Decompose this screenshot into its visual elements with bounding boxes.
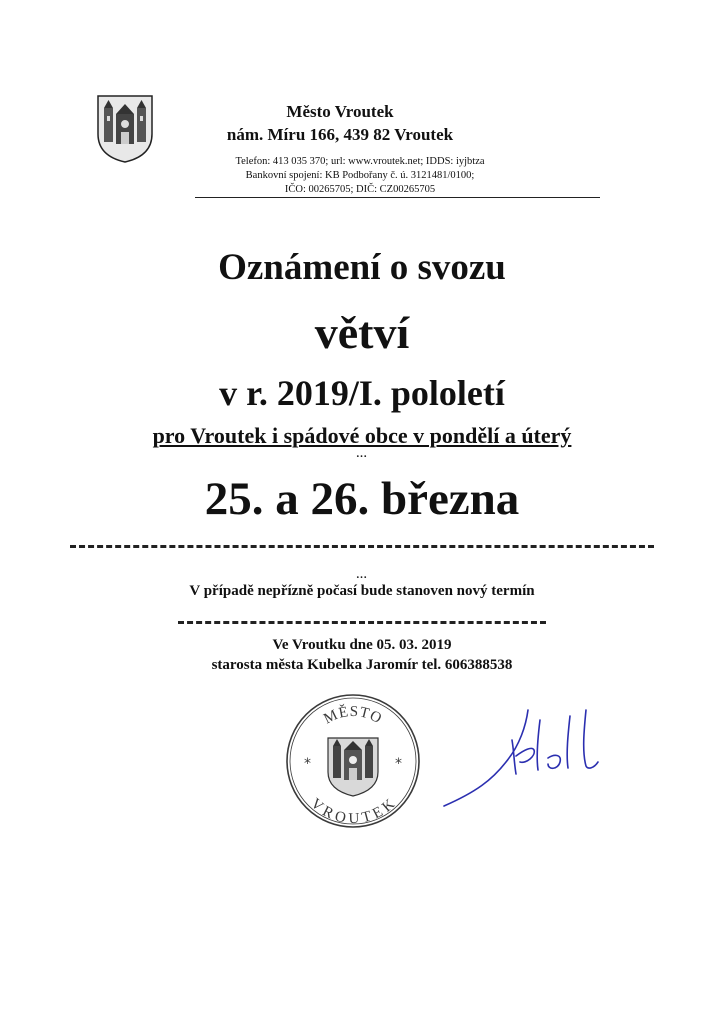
town-address: nám. Míru 166, 439 82 Vroutek (226, 125, 454, 144)
dashed-divider-short (178, 621, 546, 624)
notice-subject: větví (314, 307, 410, 358)
star-icon: * (304, 756, 311, 772)
signatory-line: starosta města Kubelka Jaromír tel. 606388538 (211, 657, 513, 673)
star-icon: * (395, 756, 402, 772)
stamp-top-text: MĚSTO (321, 703, 385, 728)
handwritten-signature (440, 700, 610, 810)
notice-title: Oznámení o svozu (218, 247, 506, 288)
dashed-divider (70, 545, 654, 548)
coat-of-arms-icon (96, 94, 154, 164)
notice-scope: pro Vroutek i spádové obce v pondělí a úterý (152, 423, 572, 448)
notice-period: v r. 2019/I. pololetí (219, 373, 505, 413)
collection-dates: 25. a 26. března (204, 473, 520, 525)
official-stamp (284, 692, 422, 830)
svg-text:MĚSTO (321, 703, 385, 727)
ids-line: IČO: 00265705; DIČ: CZ00265705 (284, 184, 436, 195)
ellipsis-mark: … (356, 448, 368, 460)
town-name: Město Vroutek (286, 102, 394, 121)
weather-note: V případě nepřízně počasí bude stanoven nový termín (189, 583, 535, 599)
contact-line: Telefon: 413 035 370; url: www.vroutek.net; IDDS: iyjbtza (235, 156, 485, 167)
bank-line: Bankovní spojení: KB Podbořany č. ú. 3121481/0100; (245, 170, 475, 181)
header-divider (195, 197, 600, 198)
stamp-bottom-text: VROUTEK (307, 795, 399, 828)
place-and-date: Ve Vroutku dne 05. 03. 2019 (272, 637, 452, 653)
stamp-coat-icon (328, 738, 378, 796)
ellipsis-mark: … (356, 569, 368, 581)
svg-text:VROUTEK (307, 796, 398, 827)
